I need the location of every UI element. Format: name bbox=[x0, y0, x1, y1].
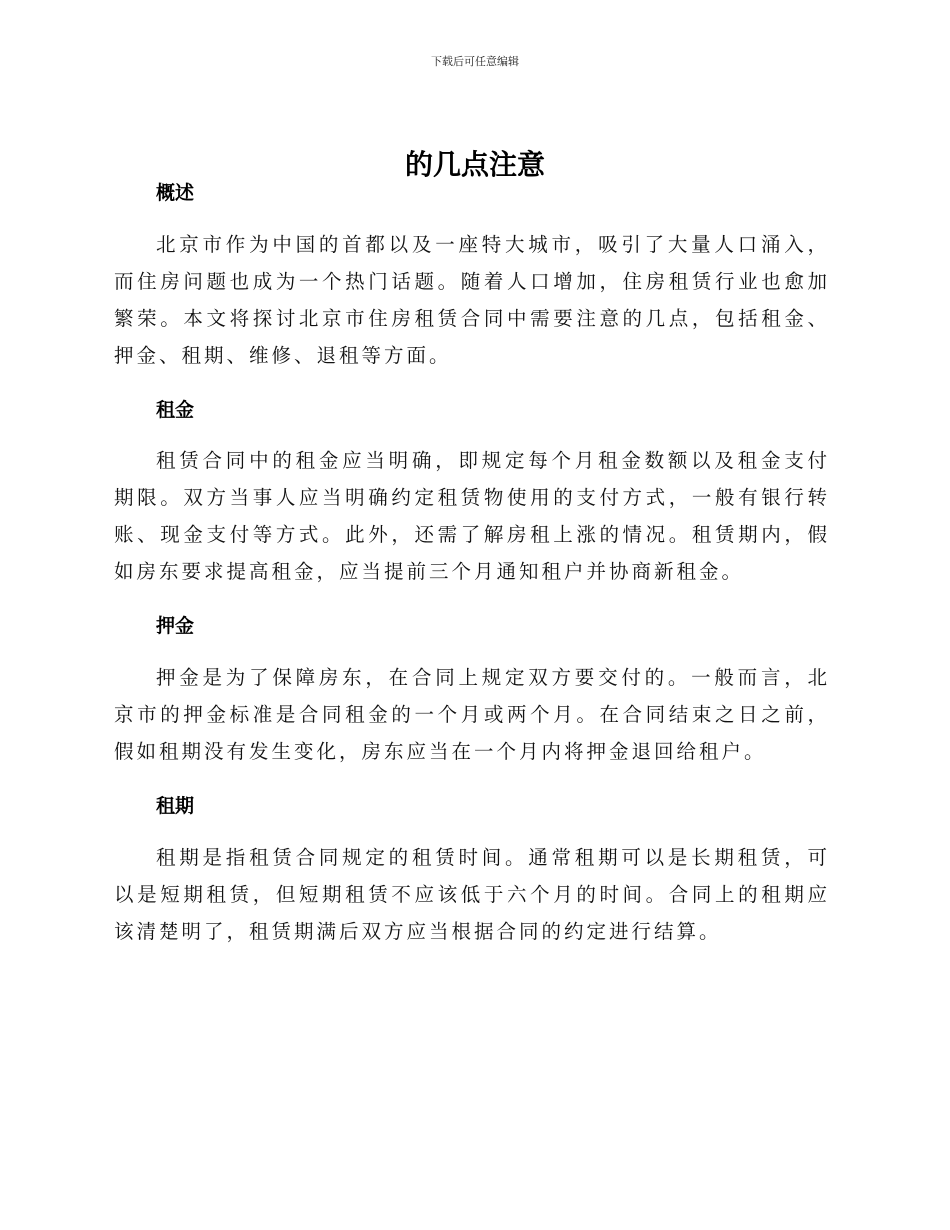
section-heading-rent: 租金 bbox=[156, 399, 195, 421]
section-overview bbox=[114, 175, 830, 374]
section-heading-overview: 概述 bbox=[156, 182, 195, 204]
document-body bbox=[114, 175, 830, 950]
section-paragraph-deposit: 押金是为了保障房东，在合同上规定双方要交付的。一般而言，北京市的押金标准是合同租金的一个月或两个月。在合同结束之日之前，假如租期没有发生变化，房东应当在一个月内将押金退回给租户。 bbox=[114, 666, 830, 763]
section-heading-deposit: 押金 bbox=[156, 615, 195, 637]
document-title: 的几点注意 bbox=[404, 147, 545, 181]
section-paragraph-overview: 北京市作为中国的首都以及一座特大城市，吸引了大量人口涌入，而住房问题也成为一个热门话题。随着人口增加，住房租赁行业也愈加繁荣。本文将探讨北京市住房租赁合同中需要注意的几点，包括租金、押金、租期、维修、退租等方面。 bbox=[114, 233, 830, 367]
section-rent bbox=[114, 392, 830, 590]
page-header: 下载后可任意编辑 bbox=[431, 55, 519, 68]
section-heading-term: 租期 bbox=[156, 795, 195, 817]
section-paragraph-rent: 租赁合同中的租金应当明确，即规定每个月租金数额以及租金支付期限。双方当事人应当明确约定租赁物使用的支付方式，一般有银行转账、现金支付等方式。此外，还需了解房租上涨的情况。租赁期内，假如房东要求提高租金，应当提前三个月通知租户并协商新租金。 bbox=[114, 449, 830, 583]
section-term bbox=[114, 788, 830, 950]
section-deposit bbox=[114, 608, 830, 770]
section-paragraph-term: 租期是指租赁合同规定的租赁时间。通常租期可以是长期租赁，可以是短期租赁，但短期租赁不应该低于六个月的时间。合同上的租期应该清楚明了，租赁期满后双方应当根据合同的约定进行结算。 bbox=[114, 846, 830, 943]
